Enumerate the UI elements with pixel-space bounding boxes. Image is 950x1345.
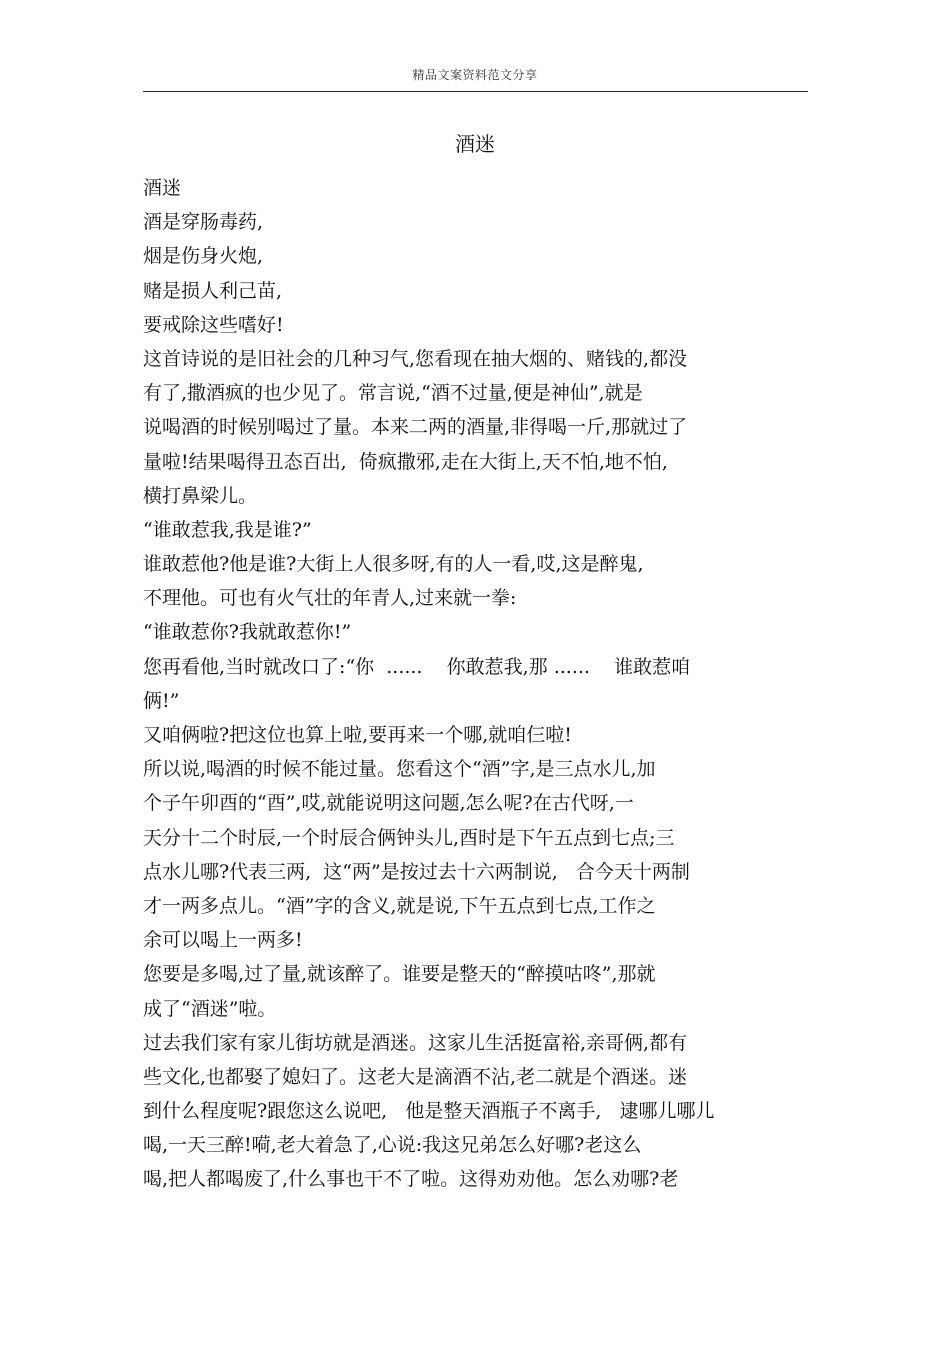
text-line: 这首诗说的是旧社会的几种习气,您看现在抽大烟的、赌钱的,都没 (143, 347, 688, 370)
text-line: 又咱俩啦?把这位也算上啦,要再来一个哪,就咱仨啦! (143, 724, 572, 746)
text-line: 点水儿哪?代表三两, 这“两”是按过去十六两制说, 合今天十两制 (143, 860, 690, 883)
text-line: 说喝酒的时候别喝过了量。本来二两的酒量,非得喝一斤,那就过了 (143, 416, 688, 439)
text-line: 过去我们家有家儿街坊就是酒迷。这家儿生活挺富裕,亲哥俩,都有 (143, 1031, 688, 1054)
text-line: 所以说,喝酒的时候不能过量。您看这个“酒”字,是三点水儿,加 (143, 758, 656, 781)
text-line: 酒是穿肠毒药, (143, 211, 264, 234)
page-header: 精品文案资料范文分享 (412, 68, 538, 82)
text-line: 才一两多点儿。“酒”字的含义,就是说,下午五点到七点,工作之 (143, 894, 656, 917)
text-line: 您再看他,当时就改口了:“你 ...... 你敢惹我,那 ...... 谁敢惹咱 (143, 655, 691, 678)
text-line: 量啦!结果喝得丑态百出, 倚疯撒邪,走在大街上,天不怕,地不怕, (143, 450, 668, 473)
text-line: “谁敢惹你?我就敢惹你!” (143, 621, 352, 644)
text-line: 俩!” (143, 689, 180, 712)
document-title: 酒迷 (455, 132, 495, 156)
text-line: 谁敢惹他?他是谁?大街上人很多呀,有的人一看,哎,这是醉鬼, (143, 553, 644, 576)
text-line: 些文化,也都娶了媳妇了。这老大是滴酒不沾,老二就是个酒迷。迷 (143, 1065, 688, 1088)
text-line: 赌是损人利己苗, (143, 279, 283, 302)
text-line: 喝,一天三醉!嗬,老大着急了,心说:我这兄弟怎么好哪?老这么 (143, 1134, 642, 1157)
text-line: 成了“酒迷”啦。 (143, 997, 277, 1020)
text-line: 到什么程度呢?跟您这么说吧, 他是整天酒瓶子不离手, 逮哪儿哪儿 (143, 1100, 715, 1123)
text-line: 个子午卯酉的“酉”,哎,就能说明这问题,怎么呢?在古代呀,一 (143, 792, 634, 815)
text-line: 余可以喝上一两多! (143, 929, 303, 952)
header-rule (143, 91, 808, 92)
document-body (143, 171, 808, 1197)
text-line: 喝,把人都喝废了,什么事也干不了啦。这得劝劝他。怎么劝哪?老 (143, 1168, 679, 1191)
text-line: 您要是多喝,过了量,就该醉了。谁要是整天的“醉摸咕咚”,那就 (143, 963, 656, 986)
text-line: “谁敢惹我,我是谁?” (143, 518, 312, 541)
text-line: 要戒除这些嗜好! (143, 313, 284, 336)
text-line: 天分十二个时辰,一个时辰合俩钟头儿,酉时是下午五点到七点;三 (143, 826, 675, 849)
text-line: 有了,撒酒疯的也少见了。常言说,“酒不过量,便是神仙”,就是 (143, 382, 643, 405)
text-line: 酒迷 (143, 177, 182, 199)
text-line: 不理他。可也有火气壮的年青人,过来就一拳: (143, 587, 517, 610)
text-line: 横打鼻梁儿。 (143, 484, 258, 507)
text-line: 烟是伤身火炮, (143, 245, 264, 268)
